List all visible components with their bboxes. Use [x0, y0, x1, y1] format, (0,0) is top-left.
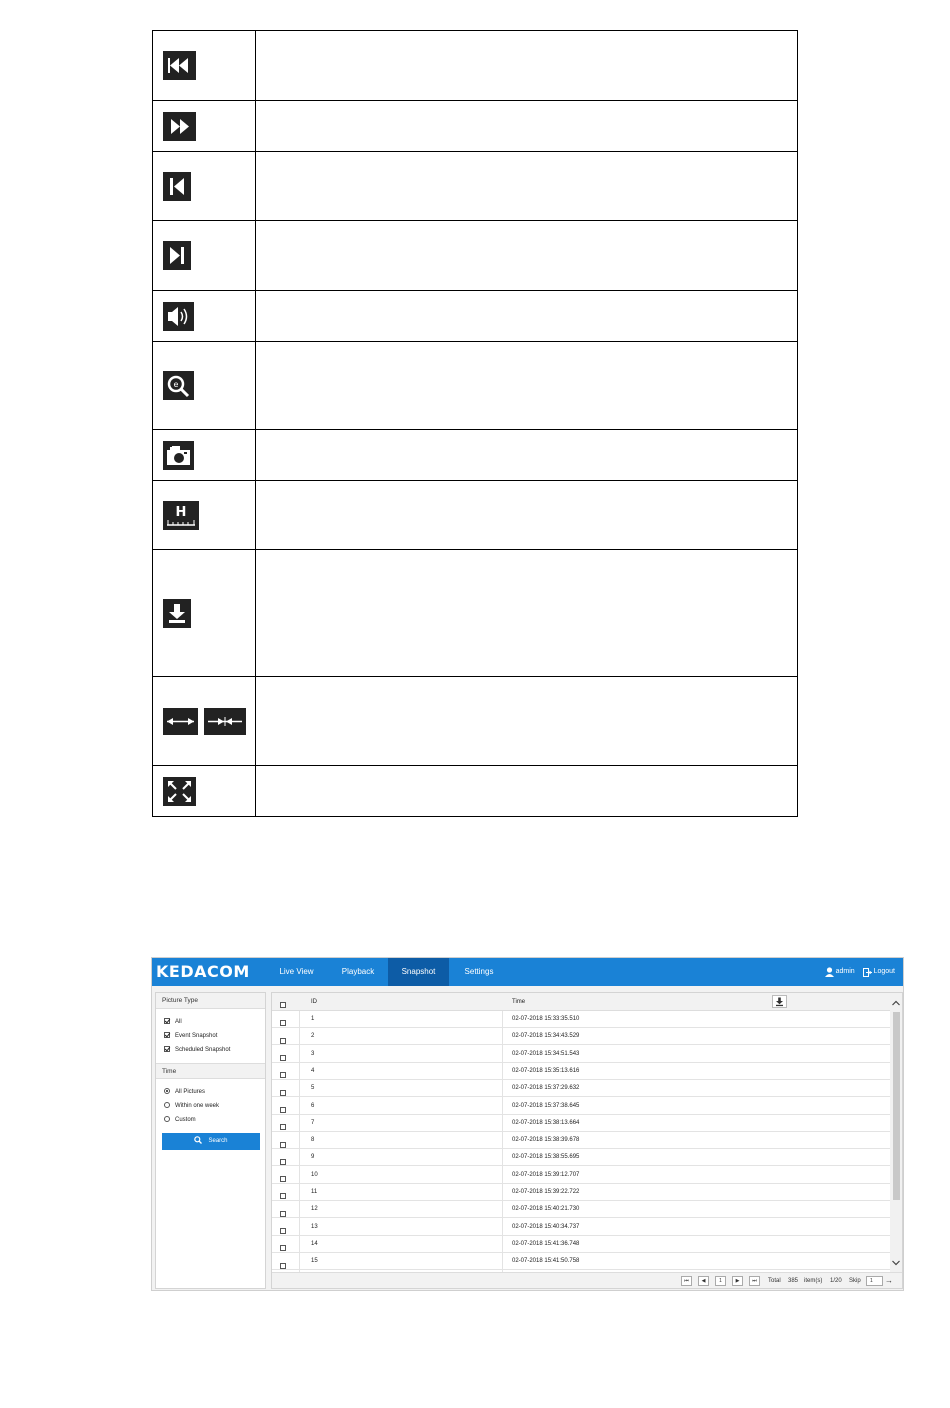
prev-page-button[interactable]: ◀	[698, 1276, 709, 1286]
row-checkbox[interactable]	[280, 1228, 286, 1234]
row-id: 12	[311, 1206, 318, 1213]
legend-row-download	[153, 550, 798, 677]
skip-go-icon[interactable]: →	[885, 1276, 893, 1285]
picture-type-event[interactable]: Event Snapshot	[164, 1031, 217, 1041]
row-time: 02-07-2018 15:34:43.529	[512, 1033, 580, 1040]
time-heading: Time	[156, 1063, 265, 1079]
zoom-in-icon	[163, 371, 194, 400]
filter-panel	[155, 992, 266, 1289]
legend-row-snapshot	[153, 430, 798, 481]
table-row[interactable]	[272, 1098, 891, 1115]
first-page-button[interactable]: ⏮	[681, 1276, 692, 1286]
tab-snapshot[interactable]: Snapshot	[388, 958, 449, 986]
row-id: 9	[311, 1154, 315, 1161]
row-checkbox[interactable]	[280, 1107, 286, 1113]
row-id: 10	[311, 1171, 318, 1178]
items-label: item(s)	[804, 1278, 823, 1284]
legend-row-next-frame	[153, 221, 798, 291]
column-time: Time	[512, 999, 526, 1005]
legend-row-volume	[153, 291, 798, 342]
row-id: 2	[311, 1033, 315, 1040]
checkbox[interactable]	[164, 1046, 170, 1052]
download-button[interactable]	[772, 995, 787, 1008]
table-row[interactable]	[272, 1167, 891, 1184]
row-id: 4	[311, 1067, 315, 1074]
row-checkbox[interactable]	[280, 1263, 286, 1269]
time-custom[interactable]: Custom	[164, 1115, 196, 1125]
row-id: 8	[311, 1137, 315, 1144]
fast-forward-icon	[163, 112, 196, 141]
last-page-button[interactable]: ⏭	[749, 1276, 760, 1286]
table-row[interactable]	[272, 1149, 891, 1166]
row-id: 3	[311, 1050, 315, 1057]
row-checkbox[interactable]	[280, 1124, 286, 1130]
radio[interactable]	[164, 1088, 170, 1094]
row-id: 15	[311, 1258, 318, 1265]
row-checkbox[interactable]	[280, 1211, 286, 1217]
skip-input[interactable]: 1	[866, 1276, 883, 1286]
next-page-button[interactable]: ▶	[732, 1276, 743, 1286]
shrink-icon	[204, 708, 246, 735]
snapshot-app-window	[151, 957, 904, 1291]
picture-type-scheduled[interactable]: Scheduled Snapshot	[164, 1045, 230, 1055]
select-all-checkbox[interactable]	[280, 1002, 286, 1008]
scroll-up-icon[interactable]	[890, 997, 902, 1009]
volume-icon	[163, 302, 194, 331]
row-id: 14	[311, 1240, 318, 1247]
picture-type-heading: Picture Type	[156, 993, 265, 1009]
table-row[interactable]	[272, 1219, 891, 1236]
row-time: 02-07-2018 15:38:55.695	[512, 1154, 580, 1161]
tab-settings[interactable]: Settings	[464, 967, 494, 976]
checkbox[interactable]	[164, 1018, 170, 1024]
row-checkbox[interactable]	[280, 1245, 286, 1251]
legend-row-zoom	[153, 342, 798, 430]
download-icon	[163, 599, 191, 628]
search-button[interactable]: Search	[162, 1133, 260, 1150]
row-time: 02-07-2018 15:40:21.730	[512, 1206, 580, 1213]
scrollbar-thumb[interactable]	[893, 1012, 900, 1200]
legend-row-rewind	[153, 31, 798, 101]
row-time: 02-07-2018 15:38:13.664	[512, 1119, 580, 1126]
page-of: 1/20	[830, 1278, 842, 1284]
row-id: 11	[311, 1189, 318, 1195]
row-time: 02-07-2018 15:37:29.632	[512, 1085, 580, 1092]
top-nav-bar	[152, 958, 903, 986]
pagination-bar	[272, 1272, 902, 1288]
row-id: 6	[311, 1102, 315, 1109]
vertical-scrollbar[interactable]	[890, 993, 902, 1273]
table-row[interactable]	[272, 1132, 891, 1149]
radio[interactable]	[164, 1102, 170, 1108]
row-id: 5	[311, 1085, 315, 1092]
tab-playback[interactable]: Playback	[341, 967, 375, 976]
time-all-pictures[interactable]: All Pictures	[164, 1087, 205, 1097]
stretch-icon	[163, 708, 198, 735]
row-time: 02-07-2018 15:39:22.722	[512, 1189, 580, 1195]
row-time: 02-07-2018 15:33:35.510	[512, 1016, 580, 1022]
row-checkbox[interactable]	[280, 1055, 286, 1061]
table-row[interactable]	[272, 1046, 891, 1063]
row-id: 13	[311, 1223, 318, 1230]
fullscreen-icon	[163, 777, 196, 806]
row-id: 7	[311, 1119, 315, 1126]
table-row[interactable]	[272, 1063, 891, 1080]
svg-text:e: e	[173, 380, 179, 389]
logout-link[interactable]: Logout	[873, 968, 895, 975]
row-time: 02-07-2018 15:37:38.645	[512, 1102, 580, 1109]
table-row[interactable]	[272, 1236, 891, 1253]
time-within-week[interactable]: Within one week	[164, 1101, 219, 1111]
row-checkbox[interactable]	[280, 1142, 286, 1148]
table-row[interactable]	[272, 1028, 891, 1045]
tab-live-view[interactable]: Live View	[279, 967, 314, 976]
search-icon	[194, 1136, 202, 1144]
camera-icon	[163, 441, 194, 470]
icon-legend-table	[152, 30, 798, 817]
kedacom-logo: KEDACOM	[156, 962, 250, 981]
ruler-icon	[163, 501, 199, 530]
legend-row-fast-forward	[153, 101, 798, 152]
row-time: 02-07-2018 15:39:12.707	[512, 1171, 580, 1178]
total-label: Total	[768, 1278, 781, 1284]
username[interactable]: admin	[835, 968, 855, 975]
user-icon	[825, 967, 834, 977]
picture-type-all[interactable]: All	[164, 1017, 182, 1027]
row-time: 02-07-2018 15:34:51.543	[512, 1050, 580, 1057]
row-time: 02-07-2018 15:38:39.678	[512, 1137, 580, 1144]
table-row[interactable]	[272, 1253, 891, 1270]
logout-icon	[863, 968, 872, 977]
table-row[interactable]	[272, 1080, 891, 1097]
row-time: 02-07-2018 15:41:36.748	[512, 1240, 580, 1247]
row-checkbox[interactable]	[280, 1159, 286, 1165]
legend-row-previous-frame	[153, 152, 798, 221]
row-checkbox[interactable]	[280, 1193, 286, 1199]
svg-text:H: H	[175, 504, 187, 520]
rewind-icon	[163, 51, 196, 80]
row-id: 1	[311, 1016, 315, 1022]
table-header	[272, 993, 891, 1011]
next-frame-icon	[163, 241, 191, 270]
user-area	[825, 958, 895, 986]
table-row[interactable]	[272, 1184, 891, 1201]
table-row[interactable]	[272, 1011, 891, 1028]
legend-row-ruler	[153, 481, 798, 550]
row-checkbox[interactable]	[280, 1020, 286, 1026]
page-number-input[interactable]: 1	[715, 1276, 726, 1286]
row-time: 02-07-2018 15:40:34.737	[512, 1223, 580, 1230]
total-count: 385	[788, 1278, 799, 1284]
row-checkbox[interactable]	[280, 1090, 286, 1096]
skip-label: Skip	[849, 1278, 861, 1284]
legend-row-stretch	[153, 677, 798, 766]
row-checkbox[interactable]	[280, 1072, 286, 1078]
previous-frame-icon	[163, 172, 191, 201]
download-icon	[773, 996, 786, 1007]
radio[interactable]	[164, 1116, 170, 1122]
row-checkbox[interactable]	[280, 1176, 286, 1182]
checkbox[interactable]	[164, 1032, 170, 1038]
table-row[interactable]	[272, 1201, 891, 1218]
scroll-down-icon[interactable]	[890, 1257, 902, 1269]
table-row[interactable]	[272, 1115, 891, 1132]
snapshot-table	[271, 992, 903, 1289]
column-id: ID	[311, 999, 317, 1005]
legend-row-fullscreen	[153, 766, 798, 817]
row-time: 02-07-2018 15:41:50.758	[512, 1258, 580, 1265]
row-checkbox[interactable]	[280, 1038, 286, 1044]
row-time: 02-07-2018 15:35:13.616	[512, 1067, 580, 1074]
